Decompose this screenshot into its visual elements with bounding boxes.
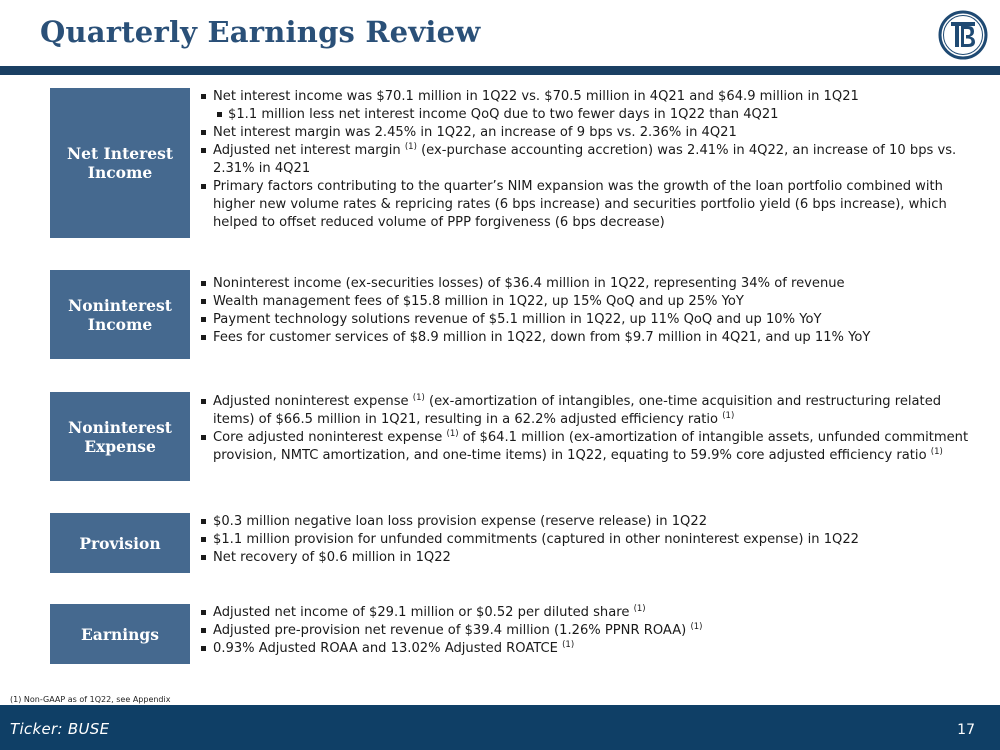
footnote: (1) Non-GAAP as of 1Q22, see Appendix [10, 695, 171, 704]
page-title: Quarterly Earnings Review [40, 15, 481, 49]
section-label [50, 392, 190, 481]
bullet-item: Noninterest income (ex-securities losses) of $36.4 million in 1Q22, representing 34% of revenue [200, 275, 970, 293]
bullet-item: Primary factors contributing to the quarter’s NIM expansion was the growth of the loan portfolio combined with higher new volume rates & repricing rates (6 bps increase) and securities portfolio yield (6 bps increase), which helped to offset reduced volume of PPP forgiveness (6 bps decrease) [200, 178, 970, 232]
bullet-item: Fees for customer services of $8.9 million in 1Q22, down from $9.7 million in 4Q21, and up 11% YoY [200, 329, 970, 347]
bullet-list [200, 88, 970, 232]
footnote-marker: (1) [722, 411, 735, 421]
bullet-item: $1.1 million provision for unfunded commitments (captured in other noninterest expense) in 1Q22 [200, 531, 970, 549]
footnote-marker: (1) [633, 604, 646, 614]
page-number: 17 [957, 722, 975, 738]
section-label-line: Net Interest [66, 144, 174, 163]
bullet-item: Core adjusted noninterest expense $^{(1)}$ of $64.1 million (ex-amortization of intangible assets, unfunded commitment provision, NMTC amortization, and one-time items) in 1Q22, equating to 59.9% core adjusted efficiency ratio $^{(1)}$ [200, 429, 970, 465]
bullet-list [200, 393, 970, 465]
bullet-list [200, 513, 970, 567]
bullet-item: Payment technology solutions revenue of $5.1 million in 1Q22, up 11% QoQ and up 10% YoY [200, 311, 970, 329]
bullet-item: Net recovery of $0.6 million in 1Q22 [200, 549, 970, 567]
bullet-item: Adjusted net income of $29.1 million or $0.52 per diluted share $^{(1)}$ [200, 604, 970, 622]
section-label-line: Earnings [80, 624, 159, 644]
header-divider-bar [0, 66, 1000, 75]
company-logo [937, 9, 989, 61]
sub-bullet-item: $1.1 million less net interest income QoQ due to two fewer days in 1Q22 than 4Q21 [200, 106, 970, 124]
section-label [50, 88, 190, 238]
footer-bar [0, 705, 1000, 750]
section-label-line: Noninterest [68, 295, 172, 315]
bullet-item: 0.93% Adjusted ROAA and 13.02% Adjusted ROATCE $^{(1)}$ [200, 640, 970, 658]
section-label [50, 513, 190, 573]
ticker-label: Ticker: BUSE [10, 720, 110, 738]
section-label-line: Expense [84, 436, 156, 456]
section-label-line: Noninterest [68, 417, 172, 437]
section-label [50, 270, 190, 359]
footnote-marker: (1) [562, 640, 575, 650]
bullet-item: Adjusted pre-provision net revenue of $39.4 million (1.26% PPNR ROAA) $^{(1)}$ [200, 622, 970, 640]
bullet-item: Wealth management fees of $15.8 million in 1Q22, up 15% QoQ and up 25% YoY [200, 293, 970, 311]
bullet-item: Adjusted net interest margin $^{(1)}$ (ex-purchase accounting accretion) was 2.41% in 4Q22, an increase of 10 bps vs. 2.31% in 4Q21 [200, 142, 970, 178]
footnote-marker: (1) [404, 142, 417, 152]
footnote-marker: (1) [690, 622, 703, 632]
bullet-item: Net interest income was $70.1 million in 1Q22 vs. $70.5 million in 4Q21 and $64.9 million in 1Q21 [200, 88, 970, 106]
bullet-item: $0.3 million negative loan loss provision expense (reserve release) in 1Q22 [200, 513, 970, 531]
bullet-item: Adjusted noninterest expense $^{(1)}$ (ex-amortization of intangibles, one-time acquisition and restructuring related items) of $66.5 million in 1Q21, resulting in a 62.2% adjusted efficiency ratio $^{(1)}$ [200, 393, 970, 429]
section-label [50, 604, 190, 664]
section-label-line: Income [87, 314, 153, 334]
bullet-item: Net interest margin was 2.45% in 1Q22, an increase of 9 bps vs. 2.36% in 4Q21 [200, 124, 970, 142]
bullet-list [200, 604, 970, 658]
section-label-line: Provision [79, 533, 161, 553]
footnote-marker: (1) [930, 447, 943, 457]
bullet-list [200, 275, 970, 347]
footnote-marker: (1) [446, 429, 459, 439]
footnote-marker: (1) [412, 393, 425, 403]
section-label-line: Income [87, 163, 153, 182]
